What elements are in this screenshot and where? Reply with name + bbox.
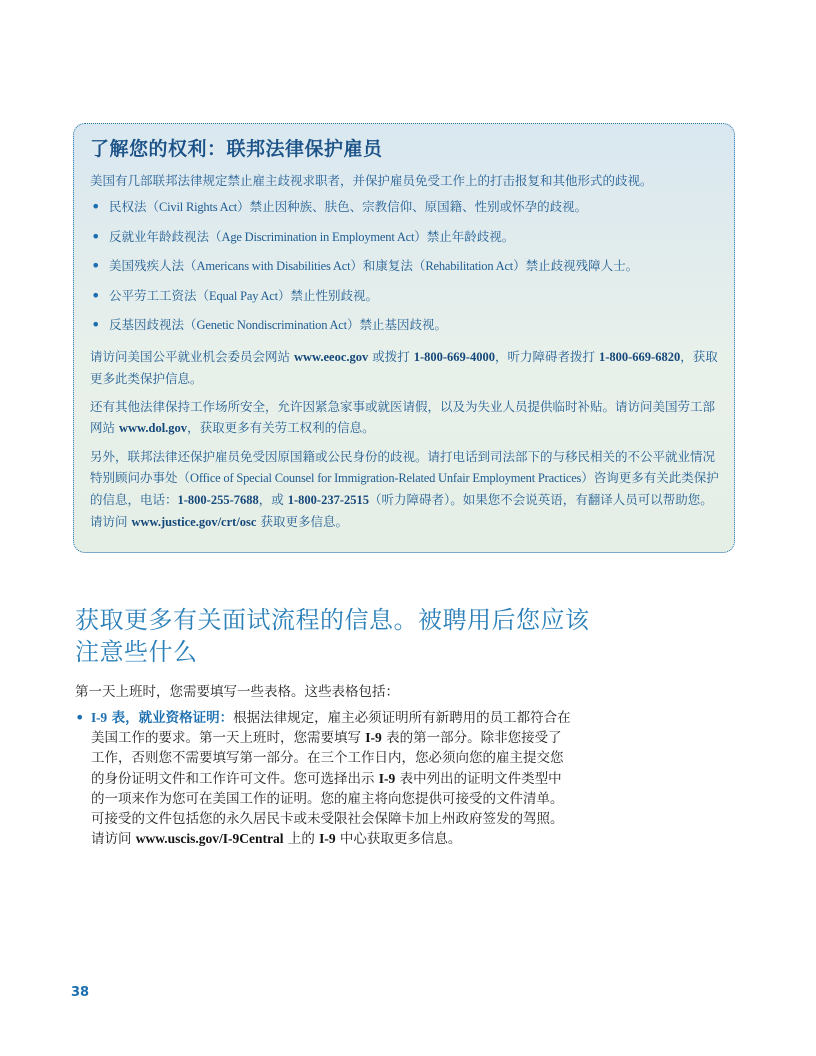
justice-link[interactable]: www.justice.gov/crt/osc	[131, 514, 257, 529]
rights-info-box	[73, 123, 735, 553]
list-item: • 反就业年龄歧视法（Age Discrimination in Employment Act）禁止年龄歧视。	[90, 228, 720, 246]
federal-law-list	[90, 198, 720, 334]
i9-description: I-9 表，就业资格证明：根据法律规定，雇主必须证明所有新聘用的员工都符合在美国工作的要求。第一天上班时，您需要填写 I-9 表的第一部分。除非您接受了工作，否则您不需要填写第一部分。在三个工作日内，您必须向您的雇主提交您的身份证明文件和工作许可文件。您可选择出示 I-9 表中列出的证明文件类型中的一项来作为您可在美国工作的证明。您的雇主将向您提供可接受的文件清单。可接受的文件包括您的永久居民卡或未受限社会保障卡加上州政府签发的驾照。请访问 www.uscis.gov/I-9Central 上的 I-9 中心获取更多信息。	[91, 710, 571, 848]
rights-box-title: 了解您的权利：联邦法律保护雇员	[90, 138, 383, 160]
uscis-link[interactable]: www.uscis.gov/I-9Central	[135, 831, 284, 847]
i9-list-item	[75, 708, 575, 849]
eeoc-link[interactable]: www.eeoc.gov	[293, 349, 369, 364]
page-number: 38	[71, 985, 90, 1000]
section-heading: 获取更多有关面试流程的信息。被聘用后您应该注意些什么	[75, 606, 590, 666]
rights-box-intro: 美国有几部联邦法律规定禁止雇主歧视求职者，并保护雇员免受工作上的打击报复和其他形式的歧视。	[90, 173, 653, 188]
bullet-icon: •	[75, 708, 85, 727]
list-item: • 反基因歧视法（Genetic Nondiscrimination Act）禁止基因歧视。	[90, 316, 720, 334]
eeoc-paragraph: 请访问美国公平就业机会委员会网站 www.eeoc.gov 或拨打 1-800-669-4000，听力障碍者拨打 1-800-669-6820，获取更多此类保护信息。	[90, 348, 718, 386]
dol-paragraph: 还有其他法律保持工作场所安全，允许因紧急家事或就医请假，以及为失业人员提供临时补贴。请访问美国劳工部网站 www.dol.gov，获取更多有关劳工权利的信息。	[90, 398, 716, 435]
list-item: • 美国残疾人法（Americans with Disabilities Act）和康复法（Rehabilitation Act）禁止歧视残障人士。	[90, 257, 720, 275]
list-item: • 公平劳工工资法（Equal Pay Act）禁止性别歧视。	[90, 287, 720, 305]
osc-paragraph: 另外，联邦法律还保护雇员免受因原国籍或公民身份的歧视。请打电话到司法部下的与移民相关的不公平就业情况特别顾问办事处（Office of Special Counsel for Immigration-Related Unfair Employment Practices）咨询更多有关此类保护的信息，电话：1-800-255-7688，或 1-800-237-2515（听力障碍者）。如果您不会说英语，有翻译人员可以帮助您。请访问 www.justice.gov/crt/osc 获取更多信息。	[90, 448, 719, 529]
forms-intro: 第一天上班时，您需要填写一些表格。这些表格包括：	[75, 684, 399, 700]
dol-link[interactable]: www.dol.gov	[118, 420, 188, 435]
list-item: • 民权法（Civil Rights Act）禁止因种族、肤色、宗教信仰、原国籍、性别或怀孕的歧视。	[90, 198, 720, 216]
i9-title: I-9 表，就业资格证明：	[91, 710, 234, 726]
